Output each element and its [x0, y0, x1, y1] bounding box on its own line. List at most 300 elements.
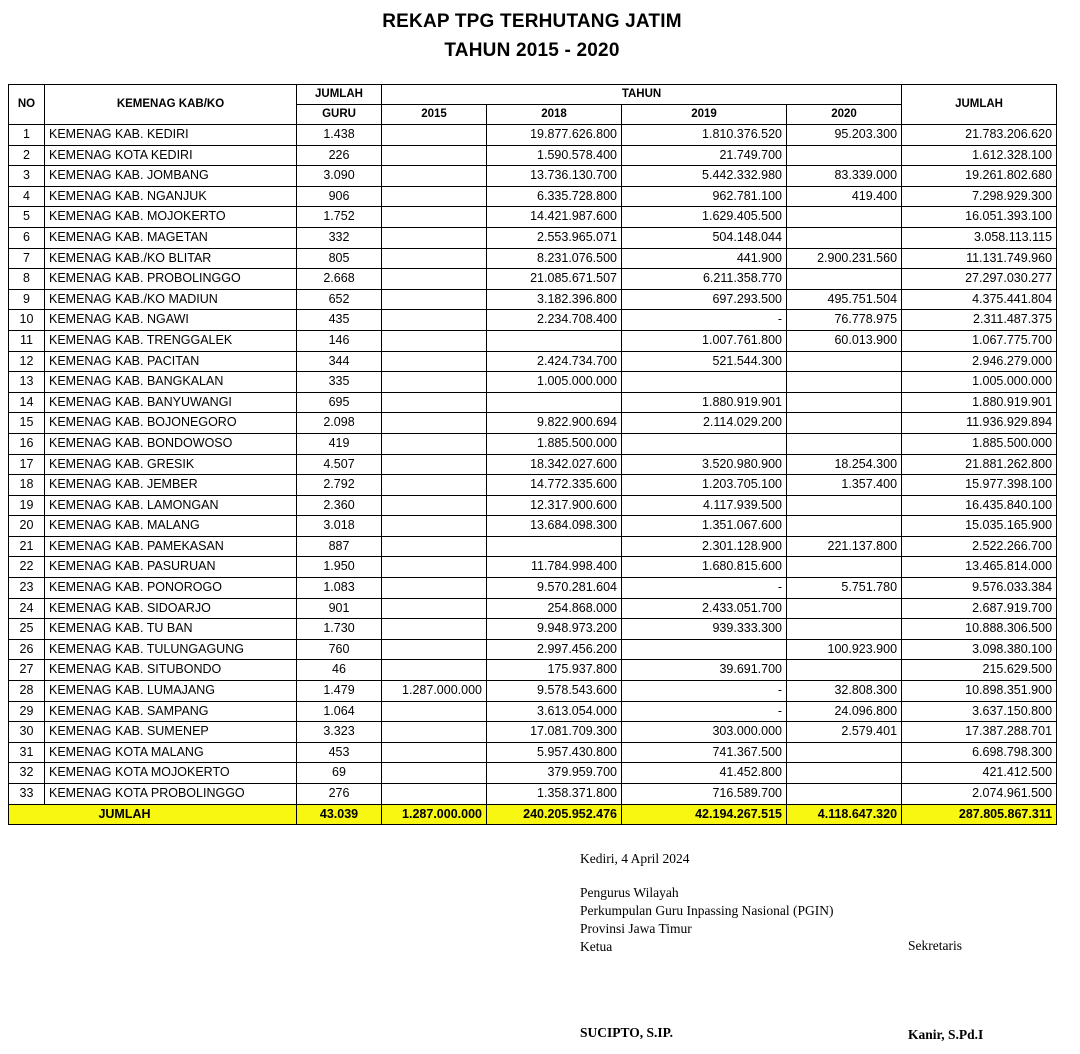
row-no: 27	[9, 660, 45, 681]
row-name: KEMENAG KAB. PONOROGO	[45, 578, 297, 599]
row-2019: 697.293.500	[622, 289, 787, 310]
table-row	[9, 351, 1057, 372]
row-2019: 3.520.980.900	[622, 454, 787, 475]
row-name: KEMENAG KAB. PROBOLINGGO	[45, 269, 297, 290]
table-row	[9, 289, 1057, 310]
row-2019: 303.000.000	[622, 722, 787, 743]
row-guru: 3.323	[297, 722, 382, 743]
row-2018	[487, 330, 622, 351]
row-2015	[382, 763, 487, 784]
row-name: KEMENAG KAB. BANYUWANGI	[45, 392, 297, 413]
row-2019: 1.680.815.600	[622, 557, 787, 578]
row-guru: 3.090	[297, 166, 382, 187]
row-no: 11	[9, 330, 45, 351]
row-2018: 1.590.578.400	[487, 145, 622, 166]
row-2018: 12.317.900.600	[487, 495, 622, 516]
row-name: KEMENAG KAB. LUMAJANG	[45, 681, 297, 702]
row-2020: 495.751.504	[787, 289, 902, 310]
table-row	[9, 578, 1057, 599]
row-jumlah: 3.637.150.800	[902, 701, 1057, 722]
row-name: KEMENAG KAB. MOJOKERTO	[45, 207, 297, 228]
row-2020: 5.751.780	[787, 578, 902, 599]
row-2015	[382, 722, 487, 743]
row-guru: 2.360	[297, 495, 382, 516]
row-guru: 695	[297, 392, 382, 413]
row-2020: 1.357.400	[787, 475, 902, 496]
table-row	[9, 269, 1057, 290]
row-jumlah: 2.522.266.700	[902, 536, 1057, 557]
row-2020	[787, 351, 902, 372]
row-2019: 441.900	[622, 248, 787, 269]
row-no: 22	[9, 557, 45, 578]
row-2020	[787, 516, 902, 537]
row-2015	[382, 516, 487, 537]
row-guru: 1.083	[297, 578, 382, 599]
row-2018: 9.570.281.604	[487, 578, 622, 599]
row-2020: 221.137.800	[787, 536, 902, 557]
row-2019: 1.880.919.901	[622, 392, 787, 413]
row-name: KEMENAG KAB. SIDOARJO	[45, 598, 297, 619]
header-jumlah: JUMLAH	[902, 85, 1057, 125]
row-no: 17	[9, 454, 45, 475]
row-guru: 652	[297, 289, 382, 310]
row-no: 19	[9, 495, 45, 516]
total-2018: 240.205.952.476	[487, 804, 622, 825]
row-2015	[382, 495, 487, 516]
row-no: 10	[9, 310, 45, 331]
row-jumlah: 21.783.206.620	[902, 125, 1057, 146]
header-no: NO	[9, 85, 45, 125]
header-year-2015: 2015	[382, 105, 487, 125]
row-no: 1	[9, 125, 45, 146]
row-2020	[787, 784, 902, 805]
row-2018: 11.784.998.400	[487, 557, 622, 578]
row-jumlah: 2.946.279.000	[902, 351, 1057, 372]
table-row	[9, 413, 1057, 434]
row-2015	[382, 557, 487, 578]
row-2020	[787, 145, 902, 166]
row-name: KEMENAG KAB. BOJONEGORO	[45, 413, 297, 434]
row-name: KEMENAG KAB. NGANJUK	[45, 186, 297, 207]
row-2018: 2.234.708.400	[487, 310, 622, 331]
row-no: 2	[9, 145, 45, 166]
row-2019: 1.810.376.520	[622, 125, 787, 146]
row-jumlah: 4.375.441.804	[902, 289, 1057, 310]
row-guru: 146	[297, 330, 382, 351]
table-row	[9, 392, 1057, 413]
row-jumlah: 10.888.306.500	[902, 619, 1057, 640]
row-name: KEMENAG KAB./KO BLITAR	[45, 248, 297, 269]
row-name: KEMENAG KAB. BONDOWOSO	[45, 433, 297, 454]
table-row	[9, 475, 1057, 496]
row-jumlah: 11.131.749.960	[902, 248, 1057, 269]
row-guru: 2.098	[297, 413, 382, 434]
row-2018: 8.231.076.500	[487, 248, 622, 269]
row-2015	[382, 639, 487, 660]
table-row	[9, 536, 1057, 557]
row-2018: 1.005.000.000	[487, 372, 622, 393]
row-jumlah: 3.058.113.115	[902, 227, 1057, 248]
row-no: 9	[9, 289, 45, 310]
row-2020: 18.254.300	[787, 454, 902, 475]
row-name: KEMENAG KOTA MOJOKERTO	[45, 763, 297, 784]
table-row	[9, 248, 1057, 269]
row-2015	[382, 392, 487, 413]
row-2020	[787, 619, 902, 640]
row-jumlah: 16.435.840.100	[902, 495, 1057, 516]
row-2015	[382, 248, 487, 269]
row-name: KEMENAG KAB. TRENGGALEK	[45, 330, 297, 351]
row-2020	[787, 495, 902, 516]
row-2020: 83.339.000	[787, 166, 902, 187]
header-year-2018: 2018	[487, 105, 622, 125]
org-line-2: Perkumpulan Guru Inpassing Nasional (PGIN)	[580, 903, 834, 918]
total-2019: 42.194.267.515	[622, 804, 787, 825]
row-jumlah: 1.612.328.100	[902, 145, 1057, 166]
row-2015	[382, 742, 487, 763]
ketua-name: SUCIPTO, S.IP.	[580, 1025, 674, 1040]
header-kemenag: KEMENAG KAB/KO	[45, 85, 297, 125]
header-jumlah-guru-top: JUMLAH	[297, 85, 382, 105]
document-subtitle: TAHUN 2015 - 2020	[444, 40, 620, 61]
table-header	[9, 85, 1057, 125]
signature-organization	[580, 884, 833, 956]
row-2020	[787, 207, 902, 228]
row-guru: 46	[297, 660, 382, 681]
row-2020: 60.013.900	[787, 330, 902, 351]
table-row	[9, 701, 1057, 722]
row-jumlah: 13.465.814.000	[902, 557, 1057, 578]
table-row	[9, 454, 1057, 475]
sekretaris-label: Sekretaris	[908, 938, 962, 953]
row-2018: 13.684.098.300	[487, 516, 622, 537]
row-no: 20	[9, 516, 45, 537]
ketua-label: Ketua	[580, 939, 613, 954]
row-no: 26	[9, 639, 45, 660]
row-jumlah: 2.311.487.375	[902, 310, 1057, 331]
table-row	[9, 619, 1057, 640]
row-jumlah: 19.261.802.680	[902, 166, 1057, 187]
row-2015	[382, 413, 487, 434]
table-row	[9, 145, 1057, 166]
total-2015: 1.287.000.000	[382, 804, 487, 825]
row-jumlah: 21.881.262.800	[902, 454, 1057, 475]
row-2015	[382, 454, 487, 475]
row-name: KEMENAG KAB./KO MADIUN	[45, 289, 297, 310]
row-no: 7	[9, 248, 45, 269]
row-name: KEMENAG KOTA MALANG	[45, 742, 297, 763]
row-2019: 6.211.358.770	[622, 269, 787, 290]
row-2015	[382, 536, 487, 557]
sekretaris-name: Kanir, S.Pd.I	[908, 1027, 984, 1042]
row-2019: 2.433.051.700	[622, 598, 787, 619]
row-guru: 453	[297, 742, 382, 763]
row-no: 8	[9, 269, 45, 290]
total-jumlah: 287.805.867.311	[902, 804, 1057, 825]
row-guru: 1.479	[297, 681, 382, 702]
table-row	[9, 330, 1057, 351]
row-2019: 1.007.761.800	[622, 330, 787, 351]
row-guru: 3.018	[297, 516, 382, 537]
row-2019: 1.351.067.600	[622, 516, 787, 537]
row-guru: 2.792	[297, 475, 382, 496]
row-2019: 504.148.044	[622, 227, 787, 248]
row-name: KEMENAG KAB. TU BAN	[45, 619, 297, 640]
row-2015	[382, 578, 487, 599]
row-2018	[487, 392, 622, 413]
row-name: KEMENAG KAB. TULUNGAGUNG	[45, 639, 297, 660]
total-2020: 4.118.647.320	[787, 804, 902, 825]
row-no: 15	[9, 413, 45, 434]
table-footer	[9, 804, 1057, 825]
row-2019: 521.544.300	[622, 351, 787, 372]
row-name: KEMENAG KOTA KEDIRI	[45, 145, 297, 166]
row-no: 29	[9, 701, 45, 722]
row-2018: 2.553.965.071	[487, 227, 622, 248]
row-jumlah: 215.629.500	[902, 660, 1057, 681]
row-2018: 175.937.800	[487, 660, 622, 681]
table-row	[9, 207, 1057, 228]
row-2018: 2.997.456.200	[487, 639, 622, 660]
row-2015	[382, 125, 487, 146]
row-name: KEMENAG KAB. SUMENEP	[45, 722, 297, 743]
row-name: KEMENAG KAB. PASURUAN	[45, 557, 297, 578]
row-2020	[787, 392, 902, 413]
row-2020	[787, 433, 902, 454]
row-2018: 14.772.335.600	[487, 475, 622, 496]
row-jumlah: 15.977.398.100	[902, 475, 1057, 496]
row-guru: 1.438	[297, 125, 382, 146]
row-jumlah: 1.885.500.000	[902, 433, 1057, 454]
row-2015	[382, 784, 487, 805]
row-jumlah: 7.298.929.300	[902, 186, 1057, 207]
row-name: KEMENAG KAB. KEDIRI	[45, 125, 297, 146]
row-no: 24	[9, 598, 45, 619]
row-jumlah: 9.576.033.384	[902, 578, 1057, 599]
row-2019: 716.589.700	[622, 784, 787, 805]
row-name: KEMENAG KAB. SAMPANG	[45, 701, 297, 722]
row-no: 31	[9, 742, 45, 763]
row-no: 30	[9, 722, 45, 743]
row-2015	[382, 145, 487, 166]
row-guru: 1.752	[297, 207, 382, 228]
row-name: KEMENAG KAB. BANGKALAN	[45, 372, 297, 393]
table-row	[9, 557, 1057, 578]
row-guru: 69	[297, 763, 382, 784]
row-guru: 276	[297, 784, 382, 805]
row-2020	[787, 557, 902, 578]
table-row	[9, 310, 1057, 331]
total-row	[9, 804, 1057, 825]
row-2018: 3.613.054.000	[487, 701, 622, 722]
row-2020: 32.808.300	[787, 681, 902, 702]
row-jumlah: 17.387.288.701	[902, 722, 1057, 743]
row-jumlah: 16.051.393.100	[902, 207, 1057, 228]
row-guru: 4.507	[297, 454, 382, 475]
row-name: KEMENAG KAB. JOMBANG	[45, 166, 297, 187]
row-no: 3	[9, 166, 45, 187]
row-2015	[382, 619, 487, 640]
table-row	[9, 516, 1057, 537]
row-guru: 2.668	[297, 269, 382, 290]
row-2019: 39.691.700	[622, 660, 787, 681]
table-row	[9, 722, 1057, 743]
row-name: KEMENAG KAB. LAMONGAN	[45, 495, 297, 516]
row-2019: 41.452.800	[622, 763, 787, 784]
row-jumlah: 27.297.030.277	[902, 269, 1057, 290]
row-2018: 19.877.626.800	[487, 125, 622, 146]
row-2018: 14.421.987.600	[487, 207, 622, 228]
table-row	[9, 166, 1057, 187]
row-2015	[382, 475, 487, 496]
row-2018: 3.182.396.800	[487, 289, 622, 310]
org-line-1: Pengurus Wilayah	[580, 885, 679, 900]
row-no: 13	[9, 372, 45, 393]
row-2018: 9.948.973.200	[487, 619, 622, 640]
row-2018: 6.335.728.800	[487, 186, 622, 207]
table-row	[9, 598, 1057, 619]
table-row	[9, 227, 1057, 248]
header-jumlah-guru-bottom: GURU	[297, 105, 382, 125]
row-2020	[787, 660, 902, 681]
row-2020: 100.923.900	[787, 639, 902, 660]
row-2015	[382, 269, 487, 290]
row-name: KEMENAG KAB. MAGETAN	[45, 227, 297, 248]
row-jumlah: 3.098.380.100	[902, 639, 1057, 660]
row-2018: 2.424.734.700	[487, 351, 622, 372]
rekap-table	[8, 84, 1057, 825]
row-2015	[382, 227, 487, 248]
row-2020: 2.579.401	[787, 722, 902, 743]
document-title: REKAP TPG TERHUTANG JATIM	[382, 11, 682, 32]
row-2015	[382, 598, 487, 619]
row-2018: 21.085.671.507	[487, 269, 622, 290]
row-2019: 1.629.405.500	[622, 207, 787, 228]
row-2018: 13.736.130.700	[487, 166, 622, 187]
row-guru: 1.950	[297, 557, 382, 578]
row-jumlah: 1.067.775.700	[902, 330, 1057, 351]
row-guru: 1.064	[297, 701, 382, 722]
table-row	[9, 433, 1057, 454]
row-name: KEMENAG KAB. GRESIK	[45, 454, 297, 475]
table-row	[9, 660, 1057, 681]
row-2015: 1.287.000.000	[382, 681, 487, 702]
row-no: 23	[9, 578, 45, 599]
row-no: 25	[9, 619, 45, 640]
row-2018: 9.822.900.694	[487, 413, 622, 434]
row-2015	[382, 433, 487, 454]
header-tahun: TAHUN	[382, 85, 902, 105]
row-name: KEMENAG KAB. SITUBONDO	[45, 660, 297, 681]
row-2019: -	[622, 578, 787, 599]
row-2019	[622, 639, 787, 660]
row-2015	[382, 289, 487, 310]
row-jumlah: 2.074.961.500	[902, 784, 1057, 805]
row-2020: 2.900.231.560	[787, 248, 902, 269]
row-2020	[787, 413, 902, 434]
total-label: JUMLAH	[9, 804, 297, 825]
row-2019: -	[622, 701, 787, 722]
total-guru: 43.039	[297, 804, 382, 825]
row-no: 6	[9, 227, 45, 248]
header-year-2019: 2019	[622, 105, 787, 125]
row-jumlah: 11.936.929.894	[902, 413, 1057, 434]
row-2018: 18.342.027.600	[487, 454, 622, 475]
row-guru: 1.730	[297, 619, 382, 640]
row-no: 21	[9, 536, 45, 557]
row-2020	[787, 763, 902, 784]
row-jumlah: 421.412.500	[902, 763, 1057, 784]
row-name: KEMENAG KAB. PACITAN	[45, 351, 297, 372]
row-2019	[622, 433, 787, 454]
row-2019: 939.333.300	[622, 619, 787, 640]
row-2015	[382, 310, 487, 331]
row-2019: 962.781.100	[622, 186, 787, 207]
row-no: 28	[9, 681, 45, 702]
row-no: 5	[9, 207, 45, 228]
row-guru: 906	[297, 186, 382, 207]
table-row	[9, 495, 1057, 516]
row-2019: 1.203.705.100	[622, 475, 787, 496]
row-2019: -	[622, 310, 787, 331]
table-row	[9, 186, 1057, 207]
row-no: 33	[9, 784, 45, 805]
row-2015	[382, 660, 487, 681]
table-row	[9, 742, 1057, 763]
row-no: 32	[9, 763, 45, 784]
row-2019: 5.442.332.980	[622, 166, 787, 187]
row-2018	[487, 536, 622, 557]
row-no: 4	[9, 186, 45, 207]
row-jumlah: 10.898.351.900	[902, 681, 1057, 702]
row-name: KEMENAG KAB. JEMBER	[45, 475, 297, 496]
row-no: 12	[9, 351, 45, 372]
row-2015	[382, 372, 487, 393]
row-jumlah: 15.035.165.900	[902, 516, 1057, 537]
row-2020	[787, 742, 902, 763]
row-guru: 344	[297, 351, 382, 372]
row-guru: 419	[297, 433, 382, 454]
row-jumlah: 1.005.000.000	[902, 372, 1057, 393]
row-2019: -	[622, 681, 787, 702]
org-line-3: Provinsi Jawa Timur	[580, 921, 692, 936]
row-2015	[382, 330, 487, 351]
row-jumlah: 6.698.798.300	[902, 742, 1057, 763]
table-row	[9, 125, 1057, 146]
row-2018: 17.081.709.300	[487, 722, 622, 743]
signature-date: Kediri, 4 April 2024	[580, 851, 690, 866]
row-2020: 419.400	[787, 186, 902, 207]
row-guru: 805	[297, 248, 382, 269]
row-guru: 226	[297, 145, 382, 166]
row-no: 18	[9, 475, 45, 496]
table-row	[9, 763, 1057, 784]
row-2015	[382, 166, 487, 187]
row-2019: 2.301.128.900	[622, 536, 787, 557]
row-2019: 4.117.939.500	[622, 495, 787, 516]
row-2018: 1.885.500.000	[487, 433, 622, 454]
row-2015	[382, 207, 487, 228]
row-2018: 1.358.371.800	[487, 784, 622, 805]
row-guru: 760	[297, 639, 382, 660]
row-2020: 95.203.300	[787, 125, 902, 146]
row-name: KEMENAG KAB. NGAWI	[45, 310, 297, 331]
row-guru: 901	[297, 598, 382, 619]
table-row	[9, 372, 1057, 393]
row-2020	[787, 598, 902, 619]
row-2015	[382, 186, 487, 207]
row-guru: 335	[297, 372, 382, 393]
